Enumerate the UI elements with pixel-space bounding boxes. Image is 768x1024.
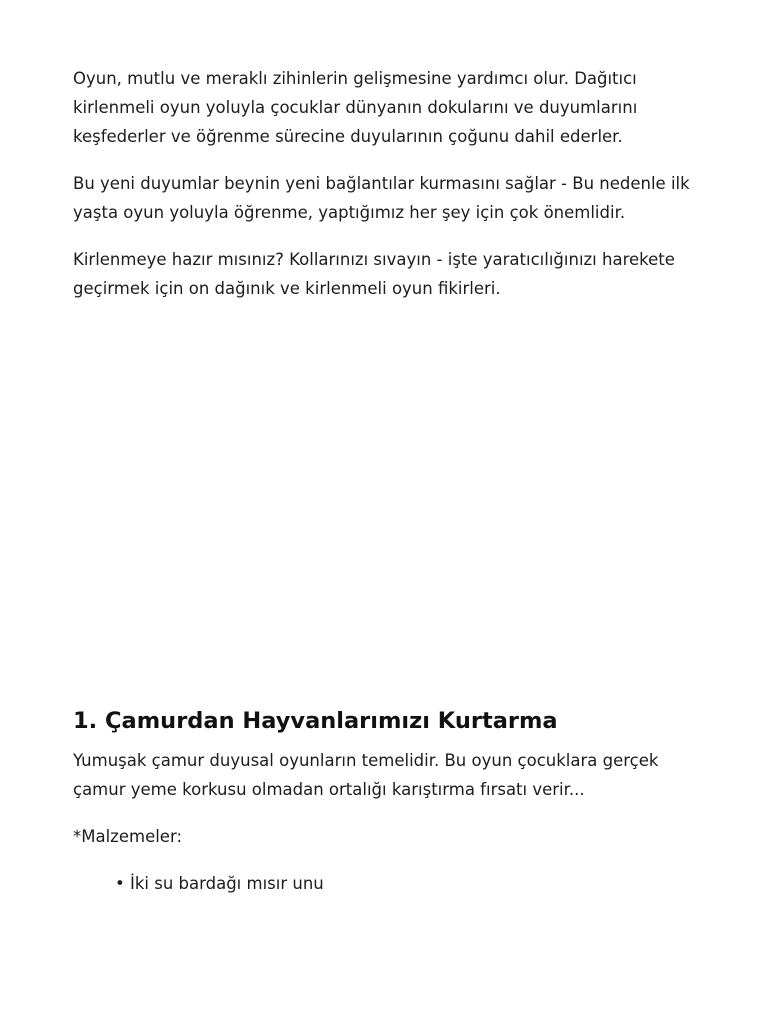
section-heading: 1. Çamurdan Hayvanlarımızı Kurtarma <box>73 708 558 734</box>
list-item-text: İki su bardağı mısır unu <box>130 874 324 893</box>
materials-list <box>73 869 693 898</box>
section-description: Yumuşak çamur duyusal oyunların temelidir. Bu oyun çocuklara gerçek çamur yeme korkusu olmadan ortalığı karıştırma fırsatı verir... <box>73 751 659 799</box>
intro-paragraph-2: Bu yeni duyumlar beynin yeni bağlantılar kurmasını sağlar - Bu nedenle ilk yaşta oyun yoluyla öğrenme, yaptığımız her şey için çok önemlidir. <box>73 174 690 222</box>
materials-label: *Malzemeler: <box>73 827 183 846</box>
list-item <box>115 869 693 898</box>
intro-paragraph-1: Oyun, mutlu ve meraklı zihinlerin gelişmesine yardımcı olur. Dağıtıcı kirlenmeli oyun yoluyla çocuklar dünyanın dokularını ve duyumlarını keşfederler ve öğrenme sürecine duyularının çoğunu dahil ederler. <box>73 69 638 146</box>
article-body <box>73 64 693 898</box>
blank-space <box>73 321 693 706</box>
intro-paragraph-3: Kirlenmeye hazır mısınız? Kollarınızı sıvayın - işte yaratıcılığınızı harekete geçirmek için on dağınık ve kirlenmeli oyun fikirleri. <box>73 250 675 298</box>
bullet-icon: • <box>115 874 125 893</box>
